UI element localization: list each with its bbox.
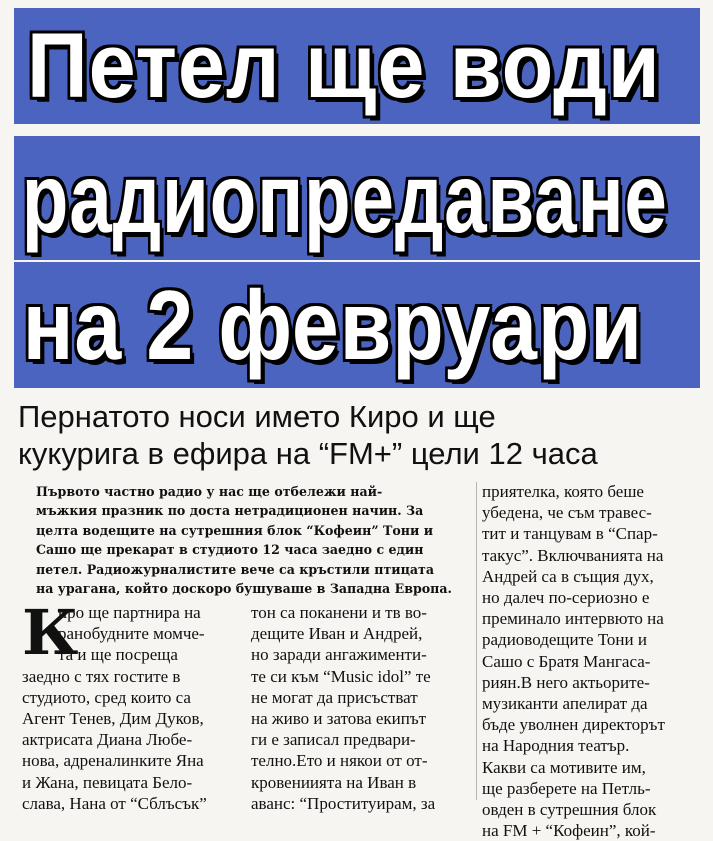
column-line: приятелка, която беше [482, 482, 644, 501]
column-line: риян.В него актьорите- [482, 672, 650, 692]
lead-line: петел. Радиожурналистите вече са кръстили птицата [36, 561, 435, 577]
lead-line: мъжкия празник по доста нетрадиционен начин. За [36, 503, 424, 519]
column-line: радиоводещите Тони и [482, 630, 647, 650]
column-line: тон са поканени и тв во- [251, 603, 427, 622]
column-divider [476, 482, 477, 800]
lead-line: целта водещите на сутрешния блок “Кофеин” Тони и [36, 522, 434, 538]
lead-line: Първото частно радио у нас ще отбележи най- [36, 484, 383, 499]
headline-line-2: радиопредаване [21, 142, 668, 253]
column-line: дещите Иван и Андрей, [251, 624, 423, 644]
column-line: Андрей са в същия дух, [482, 566, 654, 586]
column-line: та и ще посреща [58, 645, 178, 665]
column-line: нова, адреналинките Яна [22, 751, 204, 771]
lead-line: Сашо ще прекарат в студиото 12 часа заедно с един [36, 542, 424, 558]
column-line: Агент Тенев, Дим Дуков, [22, 709, 204, 729]
column-line: кровениията на Иван в [251, 772, 417, 792]
column-line: но заради ангажименти- [251, 645, 427, 665]
subheadline-line-2: кукурига в ефира на “FM+” цели 12 часа [18, 436, 598, 471]
column-line: такус”. Включванията на [482, 545, 664, 565]
column-line: актрисата Диана Любе- [22, 730, 193, 750]
headline-band-3 [14, 262, 700, 388]
article-column-left [22, 596, 238, 814]
column-line: бъде уволнен директорът [482, 715, 665, 735]
column-line: заедно с тях гостите в [22, 666, 181, 686]
headline-band-1 [14, 8, 700, 124]
column-line: убедена, че съм травес- [482, 503, 652, 523]
column-line: на Народния театър. [482, 736, 630, 756]
column-line: ранобудните момче- [58, 624, 205, 644]
column-line: овден в сутрешния блок [482, 800, 657, 820]
headline-band-2 [14, 136, 700, 260]
subheadline-line-1: Пернатото носи името Киро и ще [18, 399, 496, 434]
column-line: но далеч по-сериозно е [482, 588, 650, 608]
column-line: на FM + “Кофеин”, кой- [482, 821, 656, 841]
column-line: студиото, сред които са [22, 687, 191, 707]
column-line: и Жана, певицата Бело- [22, 772, 193, 792]
column-line: ще разберете на Петль- [482, 778, 651, 798]
lead-line: на урагана, който доскоро бушуваше в Западна Европа. [36, 581, 452, 597]
column-line: не могат да присъстват [251, 687, 418, 707]
column-line: преминало интервюто на [482, 609, 664, 629]
column-line: аванс: “Проституирам, за [251, 793, 436, 813]
column-line: тит и танцувам в “Спар- [482, 524, 658, 544]
column-line: иро ще партнира на [58, 603, 201, 622]
article-column-middle [251, 602, 475, 814]
drop-cap: К [22, 596, 79, 669]
column-line: на живо и затова екипът [251, 709, 427, 729]
subheadline [18, 398, 708, 472]
headline-line-3: на 2 февруари [22, 269, 643, 380]
column-line: слава, Нана от “Сблъсък” [22, 793, 207, 813]
column-line: музиканти апелират да [482, 694, 648, 714]
column-line: Сашо с Братя Мангаса- [482, 651, 651, 671]
headline-line-1: Петел ще води [26, 14, 661, 117]
lead-paragraph [36, 482, 468, 598]
column-line: телно.Ето и някои от от- [251, 751, 428, 771]
article-column-right [482, 481, 704, 841]
column-line: Какви са мотивите им, [482, 757, 646, 777]
column-line: те си към “Music idol” те [251, 666, 431, 686]
column-line: ги е записал предвари- [251, 730, 416, 750]
